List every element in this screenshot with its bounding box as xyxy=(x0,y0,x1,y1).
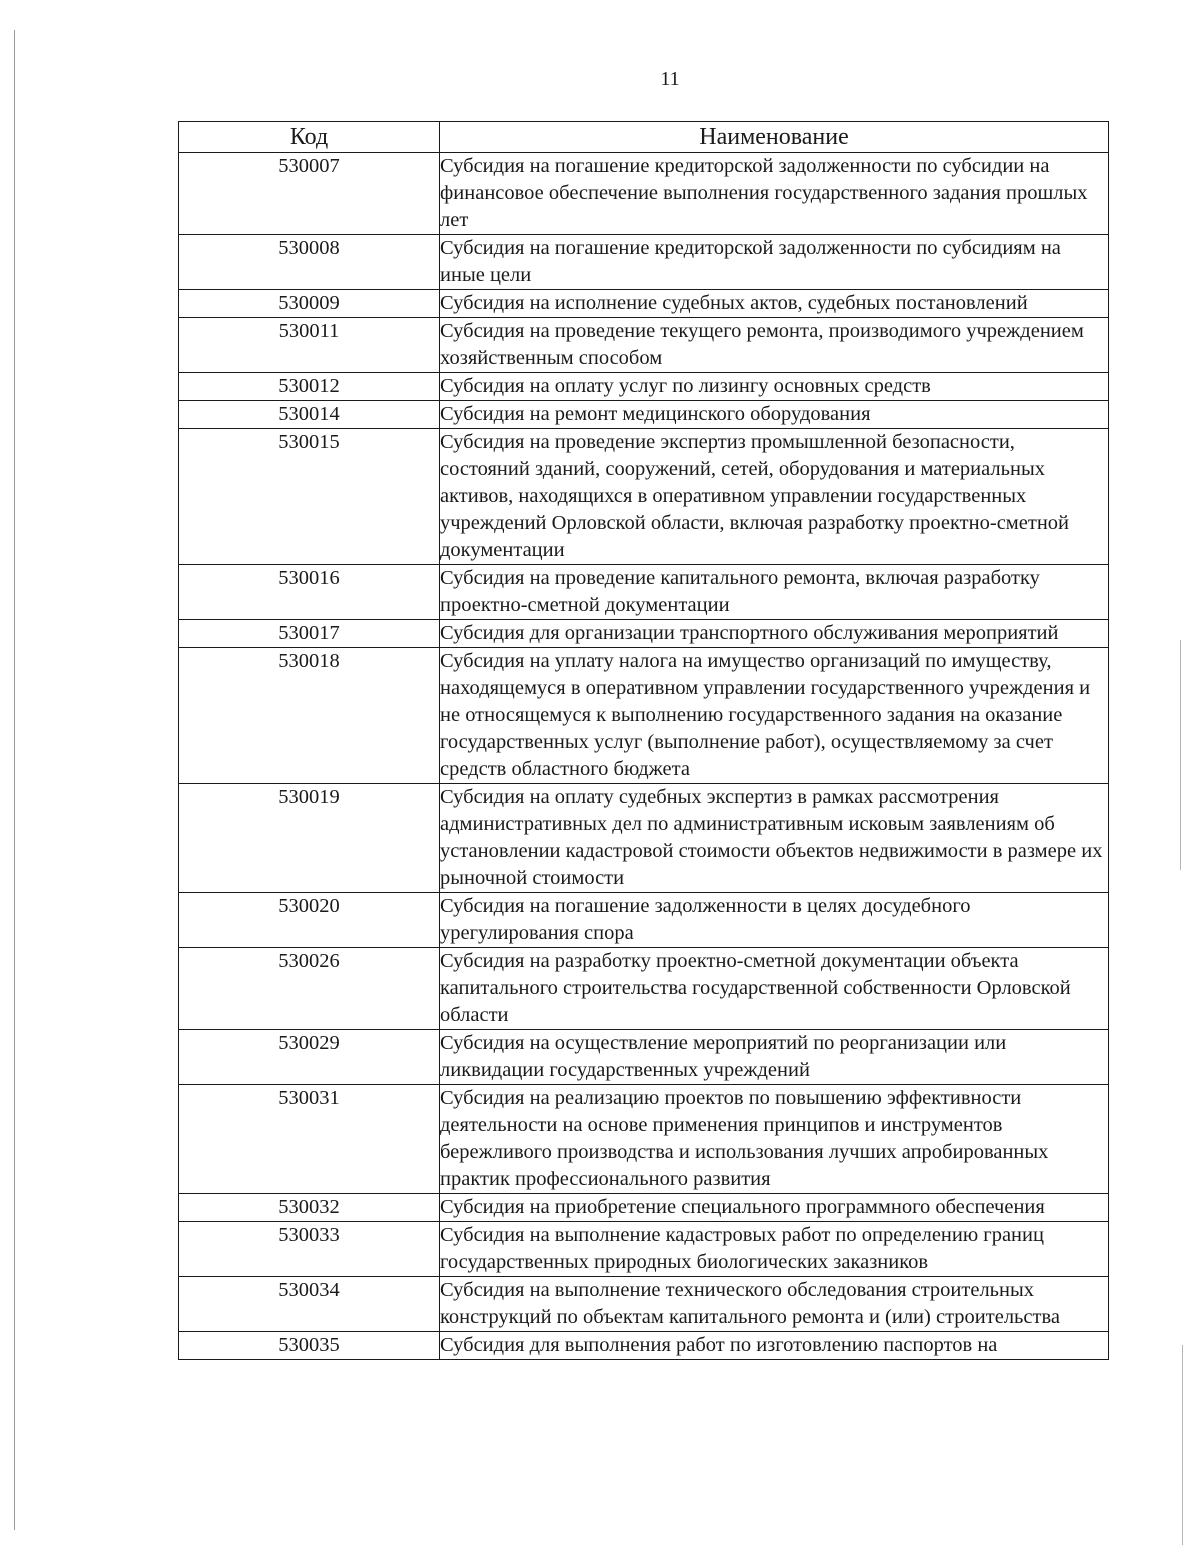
row-name: Субсидия для организации транспортного обслуживания мероприятий xyxy=(440,620,1109,648)
table-row xyxy=(179,1222,1109,1277)
row-name: Субсидия на ремонт медицинского оборудования xyxy=(440,401,1109,429)
table-row xyxy=(179,401,1109,429)
table-row xyxy=(179,893,1109,948)
row-name: Субсидия на проведение капитального ремонта, включая разработку проектно-сметной документации xyxy=(440,565,1109,620)
row-name: Субсидия на выполнение технического обследования строительных конструкций по объектам капитального ремонта и (или) строительства xyxy=(440,1277,1109,1332)
table-row xyxy=(179,290,1109,318)
table-header-row xyxy=(179,122,1109,153)
row-code: 530020 xyxy=(179,893,440,948)
table-row xyxy=(179,620,1109,648)
row-code: 530007 xyxy=(179,153,440,235)
row-code: 530033 xyxy=(179,1222,440,1277)
row-code: 530018 xyxy=(179,648,440,784)
row-code: 530031 xyxy=(179,1085,440,1194)
row-code: 530014 xyxy=(179,401,440,429)
row-code: 530008 xyxy=(179,235,440,290)
row-code: 530019 xyxy=(179,784,440,893)
table-row xyxy=(179,648,1109,784)
row-name: Субсидия на проведение экспертиз промышленной безопасности, состояний зданий, сооружений, сетей, оборудования и материальных активов, находящихся в оперативном управлении государственных учреждений Орловской области, включая разработку проектно-сметной документации xyxy=(440,429,1109,565)
table-row xyxy=(179,784,1109,893)
table-row xyxy=(179,948,1109,1030)
table-row xyxy=(179,235,1109,290)
row-name: Субсидия на оплату судебных экспертиз в рамках рассмотрения административных дел по административным исковым заявлениям об установлении кадастровой стоимости объектов недвижимости в размере их рыночной стоимости xyxy=(440,784,1109,893)
table-row xyxy=(179,153,1109,235)
table-row xyxy=(179,1277,1109,1332)
page-number: 11 xyxy=(660,68,680,90)
row-code: 530026 xyxy=(179,948,440,1030)
row-code: 530015 xyxy=(179,429,440,565)
table-row xyxy=(179,373,1109,401)
table-row xyxy=(179,429,1109,565)
row-name: Субсидия на оплату услуг по лизингу основных средств xyxy=(440,373,1109,401)
row-name: Субсидия на осуществление мероприятий по реорганизации или ликвидации государственных учреждений xyxy=(440,1030,1109,1085)
row-name: Субсидия на выполнение кадастровых работ по определению границ государственных природных биологических заказников xyxy=(440,1222,1109,1277)
table-row xyxy=(179,565,1109,620)
row-name: Субсидия на исполнение судебных актов, судебных постановлений xyxy=(440,290,1109,318)
row-code: 530011 xyxy=(179,318,440,373)
row-name: Субсидия на разработку проектно-сметной документации объекта капитального строительства государственной собственности Орловской области xyxy=(440,948,1109,1030)
row-name: Субсидия для выполнения работ по изготовлению паспортов на xyxy=(440,1332,1109,1360)
row-code: 530016 xyxy=(179,565,440,620)
scan-edge-left xyxy=(14,30,15,1530)
row-code: 530012 xyxy=(179,373,440,401)
row-code: 530035 xyxy=(179,1332,440,1360)
row-code: 530009 xyxy=(179,290,440,318)
header-name: Наименование xyxy=(440,122,1109,153)
row-code: 530029 xyxy=(179,1030,440,1085)
codes-table xyxy=(178,121,1109,1360)
scan-edge-right xyxy=(1180,640,1181,870)
header-code: Код xyxy=(179,122,440,153)
row-code: 530034 xyxy=(179,1277,440,1332)
table-row xyxy=(179,1085,1109,1194)
row-code: 530032 xyxy=(179,1194,440,1222)
table-row xyxy=(179,318,1109,373)
row-name: Субсидия на погашение кредиторской задолженности по субсидии на финансовое обеспечение выполнения государственного задания прошлых лет xyxy=(440,153,1109,235)
row-name: Субсидия на уплату налога на имущество организаций по имуществу, находящемуся в оперативном управлении государственного учреждения и не относящемуся к выполнению государственного задания на оказание государственных услуг (выполнение работ), осуществляемому за счет средств областного бюджета xyxy=(440,648,1109,784)
table-row xyxy=(179,1332,1109,1360)
row-name: Субсидия на приобретение специального программного обеспечения xyxy=(440,1194,1109,1222)
table-row xyxy=(179,1030,1109,1085)
row-name: Субсидия на погашение задолженности в целях досудебного урегулирования спора xyxy=(440,893,1109,948)
row-name: Субсидия на реализацию проектов по повышению эффективности деятельности на основе применения принципов и инструментов бережливого производства и использования лучших апробированных практик профессионального развития xyxy=(440,1085,1109,1194)
row-code: 530017 xyxy=(179,620,440,648)
scan-edge-right-lower xyxy=(1182,1345,1183,1545)
row-name: Субсидия на проведение текущего ремонта, производимого учреждением хозяйственным способом xyxy=(440,318,1109,373)
row-name: Субсидия на погашение кредиторской задолженности по субсидиям на иные цели xyxy=(440,235,1109,290)
table-row xyxy=(179,1194,1109,1222)
